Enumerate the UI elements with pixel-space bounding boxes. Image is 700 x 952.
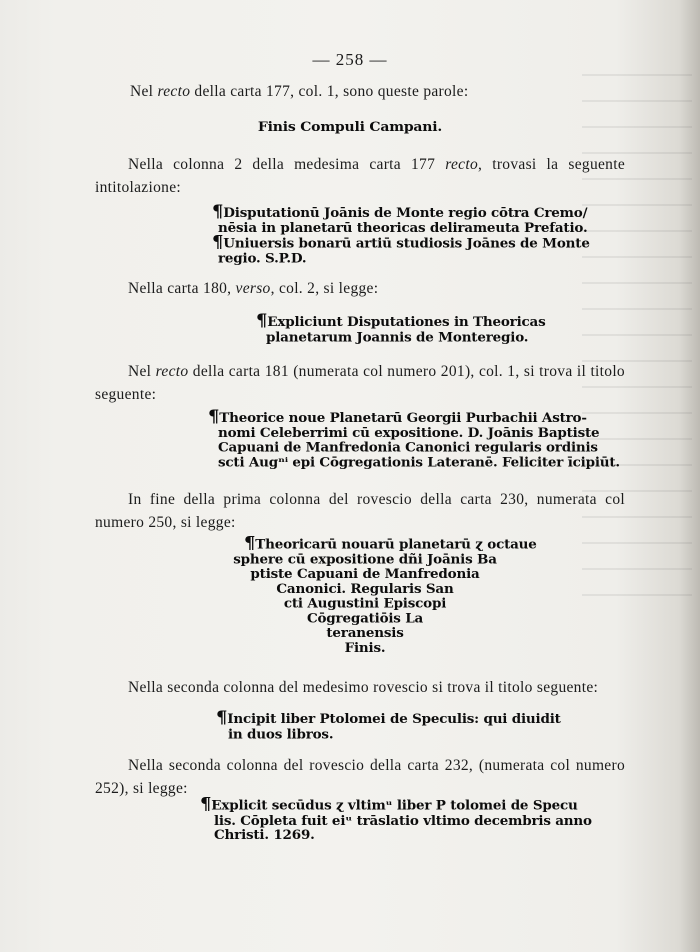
pilcrow-icon: ¶ bbox=[208, 406, 220, 427]
pilcrow-icon: ¶ bbox=[216, 708, 228, 728]
paragraph-5: In fine della prima colonna del rovescio della carta 230, numerata col numero 250, si legge: bbox=[95, 491, 625, 531]
pilcrow-icon: ¶ bbox=[244, 533, 256, 554]
paragraph-4: Nel recto della carta 181 (numerata col numero 201), col. 1, si trova il titolo seguente: bbox=[95, 363, 625, 403]
blackletter-quote-1: Finis Compuli Campani. bbox=[257, 119, 443, 135]
blackletter-quote-3: ¶Expliciunt Disputationes in Theoricas planetarum Joannis de Monteregio. bbox=[256, 311, 546, 345]
paragraph-6: Nella seconda colonna del medesimo rovescio si trova il titolo seguente: bbox=[128, 679, 599, 696]
paragraph-7: Nella seconda colonna del rovescio della carta 232, (numerata col numero 252), si legge: bbox=[95, 757, 625, 797]
paragraph-1: Nel recto della carta 177, col. 1, sono queste parole: bbox=[130, 83, 469, 100]
paragraph-3: Nella carta 180, verso, col. 2, si legge: bbox=[128, 280, 379, 297]
blackletter-quote-7: ¶Explicit secūdus ɀ vltimᵘ liber P tolomei de Specu lis. Cōpleta fuit eiᵘ trāslatio vltimo decembris anno Christi. 1269. bbox=[200, 794, 592, 843]
pilcrow-icon: ¶ bbox=[212, 232, 224, 253]
pilcrow-icon: ¶ bbox=[212, 201, 224, 222]
bleed-through-shadow bbox=[582, 60, 692, 620]
blackletter-quote-4: ¶Theorice noue Planetarū Georgii Purbachii Astro- nomi Celeberrimi cū expositione. D. Joānis Baptiste Capuani de Manfredonia Canonici regularis ordinis scti Augⁿⁱ epi Cōgregationis Lateranē. Feliciter īcipiūt. bbox=[208, 406, 620, 470]
pilcrow-icon: ¶ bbox=[200, 794, 212, 815]
blackletter-quote-6: ¶Incipit liber Ptolomei de Speculis: qui diuidit in duos libros. bbox=[216, 708, 561, 742]
paragraph-2: Nella colonna 2 della medesima carta 177 recto, trovasi la seguente intitolazione: bbox=[95, 156, 626, 196]
pilcrow-icon: ¶ bbox=[256, 311, 268, 331]
blackletter-quote-5: ¶Theoricarū nouarū planetarū ɀ octaue sphere cū expositione dñi Joānis Ba ptiste Capuani de Manfredonia Canonici. Regularis San cti Augustini Episcopi Cōgregatiōis La teranensis Finis. bbox=[233, 533, 537, 656]
page-number: — 258 — bbox=[312, 50, 388, 69]
blackletter-quote-2: ¶Disputationū Joānis de Monte regio cōtra Cremo/ nēsia in planetarū theoricas delirameuta Prefatio. ¶Uniuersis bonarū artiū studiosis Joānes de Monte regio. S.P.D. bbox=[212, 201, 590, 266]
